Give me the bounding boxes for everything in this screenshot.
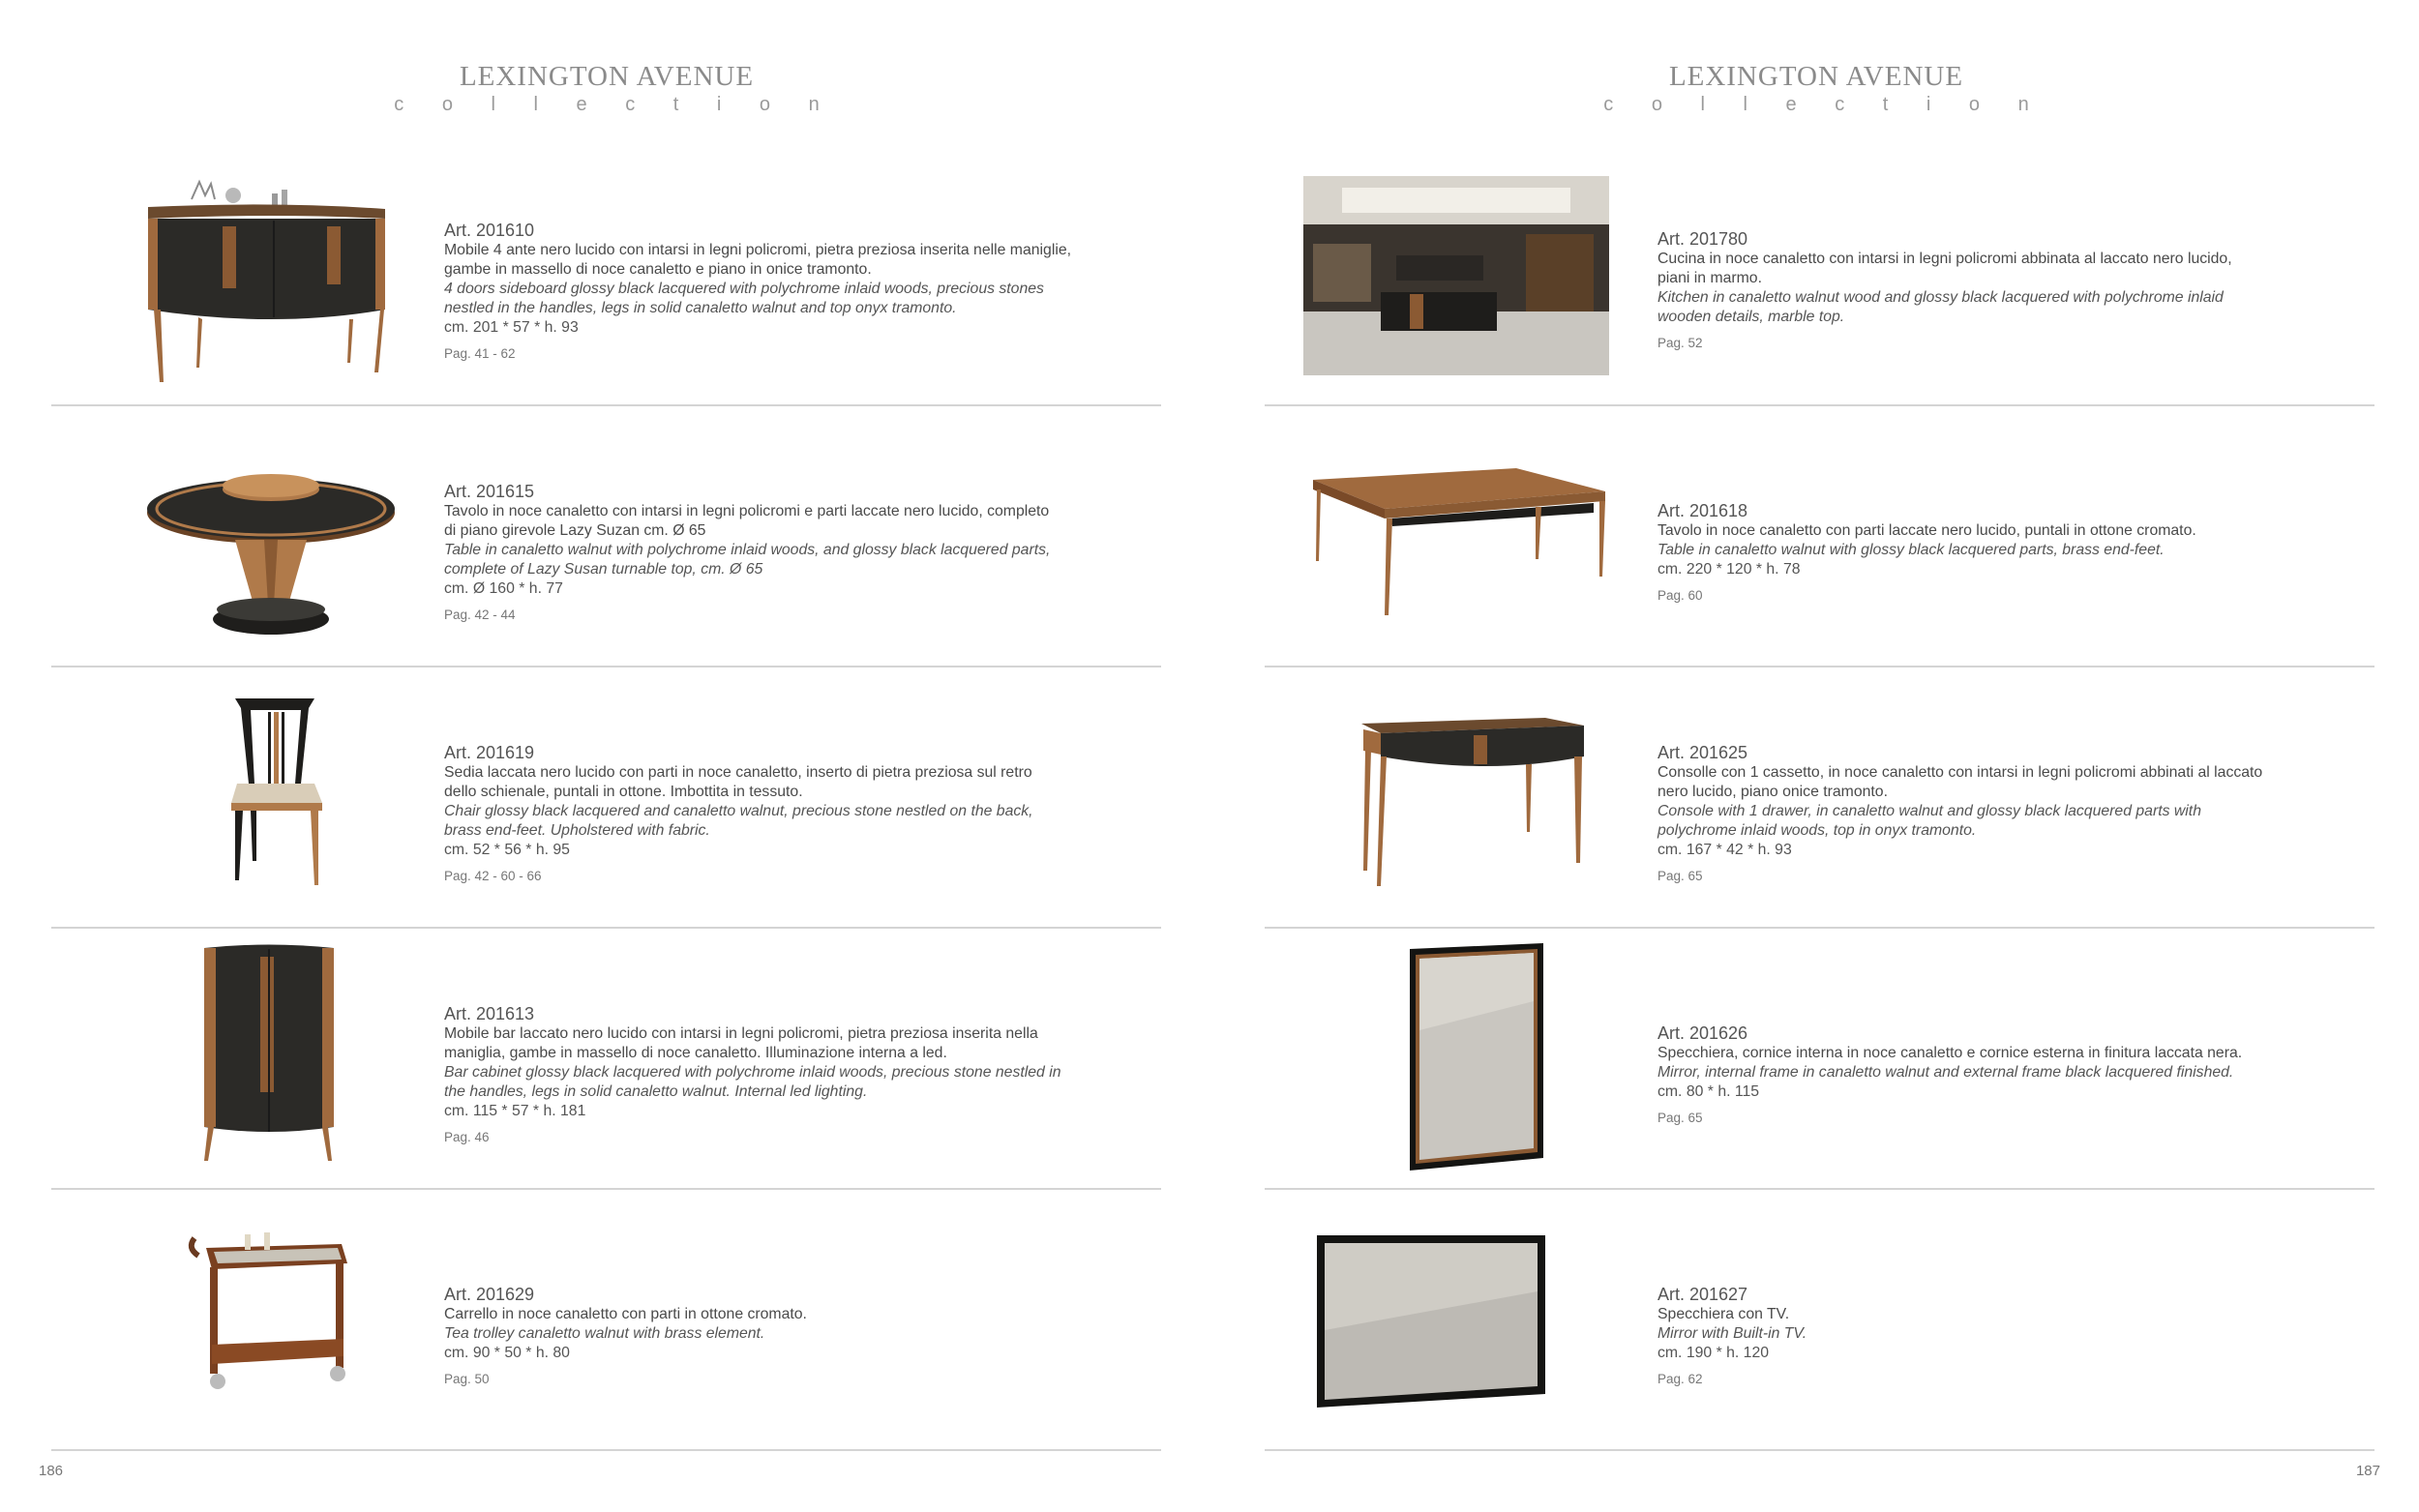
- page-reference: Pag. 42 - 60 - 66: [444, 869, 542, 883]
- page-number: 187: [2355, 1463, 2380, 1479]
- english-line: Table in canaletto walnut with glossy black lacquered parts, brass end-feet.: [1657, 542, 2165, 558]
- english-line: Mirror with Built-in TV.: [1657, 1325, 1807, 1342]
- product-entry: [1265, 929, 2374, 1190]
- product-entry: [51, 145, 1161, 406]
- italian-description: [444, 763, 1150, 802]
- kitchen-image: [1303, 176, 1609, 375]
- italian-description: [444, 241, 1150, 280]
- english-line: complete of Lazy Susan turnable top, cm. Ø 65: [444, 561, 763, 578]
- italian-line: Specchiera con TV.: [1657, 1306, 1790, 1322]
- dimensions: cm. 220 * 120 * h. 78: [1657, 561, 1801, 578]
- product-description: [1657, 229, 2364, 353]
- page-reference: Pag. 41 - 62: [444, 346, 516, 361]
- english-description: [444, 802, 1150, 841]
- round-table-image: [90, 426, 400, 648]
- product-entry: [1265, 145, 2374, 406]
- english-line: wooden details, marble top.: [1657, 309, 1845, 325]
- article-number: Art. 201780: [1657, 229, 1748, 249]
- article-number: Art. 201618: [1657, 501, 1748, 520]
- dimensions: cm. 52 * 56 * h. 95: [444, 842, 570, 858]
- product-entry: [1265, 1190, 2374, 1451]
- english-description: [1657, 541, 2364, 560]
- article-number: Art. 201610: [444, 221, 535, 240]
- tea-trolley-image: [90, 1209, 400, 1432]
- article-number: Art. 201613: [444, 1004, 535, 1023]
- rect-table-image: [1303, 426, 1613, 648]
- page-reference: Pag. 50: [444, 1372, 490, 1386]
- english-line: polychrome inlaid woods, top in onyx tramonto.: [1657, 822, 1977, 839]
- italian-line: gambe in massello di noce canaletto e piano in onice tramonto.: [444, 261, 872, 278]
- product-entry: [1265, 406, 2374, 667]
- english-line: Kitchen in canaletto walnut wood and glossy black lacquered with polychrome inlaid: [1657, 289, 2224, 306]
- english-description: [444, 280, 1150, 318]
- product-description: [444, 1285, 1150, 1389]
- right-page: [1210, 0, 2419, 1512]
- english-description: [1657, 1063, 2364, 1082]
- brand-title: LEXINGTON AVENUE: [459, 61, 755, 92]
- page-reference: Pag. 62: [1657, 1372, 1703, 1386]
- english-line: nestled in the handles, legs in solid canaletto walnut and top onyx tramonto.: [444, 300, 957, 316]
- english-description: [444, 1063, 1150, 1102]
- italian-line: Specchiera, cornice interna in noce canaletto e cornice esterna in finitura laccata nera.: [1657, 1045, 2243, 1061]
- dimensions: cm. 201 * 57 * h. 93: [444, 319, 579, 336]
- bar-cabinet-image: [90, 943, 400, 1166]
- italian-description: [444, 1305, 1150, 1324]
- dimensions: cm. 80 * h. 115: [1657, 1083, 1760, 1100]
- article-number: Art. 201626: [1657, 1023, 1748, 1043]
- collection-header: [1574, 60, 2058, 116]
- product-description: [1657, 501, 2364, 606]
- product-entry: [51, 406, 1161, 667]
- tv-mirror-image: [1303, 1233, 1545, 1408]
- product-description: [1657, 743, 2364, 886]
- italian-line: Sedia laccata nero lucido con parti in noce canaletto, inserto di pietra preziosa sul retro: [444, 764, 1032, 781]
- article-number: Art. 201615: [444, 482, 535, 501]
- italian-line: dello schienale, puntali in ottone. Imbottita in tessuto.: [444, 784, 803, 800]
- english-description: [1657, 1324, 2364, 1344]
- italian-description: [444, 1024, 1150, 1063]
- english-line: Chair glossy black lacquered and canaletto walnut, precious stone nestled on the back,: [444, 803, 1033, 819]
- italian-line: Tavolo in noce canaletto con intarsi in legni policromi e parti laccate nero lucido, completo: [444, 503, 1050, 519]
- product-description: [1657, 1023, 2364, 1128]
- article-number: Art. 201627: [1657, 1285, 1748, 1304]
- italian-description: [1657, 1044, 2364, 1063]
- product-description: [444, 482, 1150, 625]
- english-line: 4 doors sideboard glossy black lacquered with polychrome inlaid woods, precious stones: [444, 281, 1044, 297]
- article-number: Art. 201619: [444, 743, 535, 762]
- italian-description: [1657, 763, 2364, 802]
- mirror-image: [1303, 943, 1613, 1166]
- italian-line: Cucina in noce canaletto con intarsi in legni policromi abbinata al laccato nero lucido,: [1657, 251, 2232, 267]
- divider: [51, 1449, 1161, 1451]
- page-reference: Pag. 52: [1657, 336, 1703, 350]
- english-line: Console with 1 drawer, in canaletto walnut and glossy black lacquered parts with: [1657, 803, 2201, 819]
- chair-image: [90, 687, 400, 909]
- italian-description: [1657, 250, 2364, 288]
- page-reference: Pag. 42 - 44: [444, 608, 516, 622]
- page-reference: Pag. 65: [1657, 1111, 1703, 1125]
- dimensions: cm. 167 * 42 * h. 93: [1657, 842, 1792, 858]
- console-image: [1303, 687, 1613, 909]
- product-entry: [1265, 667, 2374, 929]
- sideboard-image: [90, 164, 400, 387]
- divider: [1265, 1449, 2374, 1451]
- italian-line: Mobile bar laccato nero lucido con intarsi in legni policromi, pietra preziosa inserita nella: [444, 1025, 1038, 1042]
- dimensions: cm. 190 * h. 120: [1657, 1345, 1770, 1361]
- english-line: Mirror, internal frame in canaletto walnut and external frame black lacquered finished.: [1657, 1064, 2234, 1081]
- article-number: Art. 201625: [1657, 743, 1748, 762]
- product-description: [444, 1004, 1150, 1147]
- collection-subtitle: c o l l e c t i o n: [1603, 94, 2046, 115]
- brand-title: LEXINGTON AVENUE: [1668, 61, 1964, 92]
- dimensions: cm. Ø 160 * h. 77: [444, 580, 563, 597]
- product-entry: [51, 667, 1161, 929]
- page-number: 186: [39, 1463, 64, 1479]
- article-number: Art. 201629: [444, 1285, 535, 1304]
- italian-line: Mobile 4 ante nero lucido con intarsi in legni policromi, pietra preziosa inserita nelle maniglie,: [444, 242, 1072, 258]
- collection-header: [365, 60, 849, 116]
- page-reference: Pag. 60: [1657, 588, 1703, 603]
- english-line: the handles, legs in solid canaletto walnut. Internal led lighting.: [444, 1083, 868, 1100]
- english-line: Table in canaletto walnut with polychrome inlaid woods, and glossy black lacquered parts,: [444, 542, 1051, 558]
- product-entry: [51, 1190, 1161, 1451]
- page-reference: Pag. 65: [1657, 869, 1703, 883]
- italian-description: [1657, 521, 2364, 541]
- italian-line: nero lucido, piano onice tramonto.: [1657, 784, 1888, 800]
- product-entry: [51, 929, 1161, 1190]
- italian-description: [1657, 1305, 2364, 1324]
- italian-description: [444, 502, 1150, 541]
- product-description: [444, 221, 1150, 364]
- english-description: [1657, 802, 2364, 841]
- italian-line: Carrello in noce canaletto con parti in ottone cromato.: [444, 1306, 807, 1322]
- collection-subtitle: c o l l e c t i o n: [394, 94, 836, 115]
- dimensions: cm. 90 * 50 * h. 80: [444, 1345, 570, 1361]
- english-description: [444, 1324, 1150, 1344]
- product-description: [444, 743, 1150, 886]
- italian-line: Consolle con 1 cassetto, in noce canaletto con intarsi in legni policromi abbinati al laccato: [1657, 764, 2263, 781]
- italian-line: maniglia, gambe in massello di noce canaletto. Illuminazione interna a led.: [444, 1045, 947, 1061]
- english-line: brass end-feet. Upholstered with fabric.: [444, 822, 710, 839]
- english-description: [444, 541, 1150, 579]
- english-line: Tea trolley canaletto walnut with brass element.: [444, 1325, 765, 1342]
- product-description: [1657, 1285, 2364, 1389]
- page-reference: Pag. 46: [444, 1130, 490, 1144]
- english-line: Bar cabinet glossy black lacquered with polychrome inlaid woods, precious stone nestled in: [444, 1064, 1061, 1081]
- english-description: [1657, 288, 2364, 327]
- italian-line: Tavolo in noce canaletto con parti laccate nero lucido, puntali in ottone cromato.: [1657, 522, 2196, 539]
- dimensions: cm. 115 * 57 * h. 181: [444, 1103, 586, 1119]
- italian-line: piani in marmo.: [1657, 270, 1762, 286]
- italian-line: di piano girevole Lazy Suzan cm. Ø 65: [444, 522, 706, 539]
